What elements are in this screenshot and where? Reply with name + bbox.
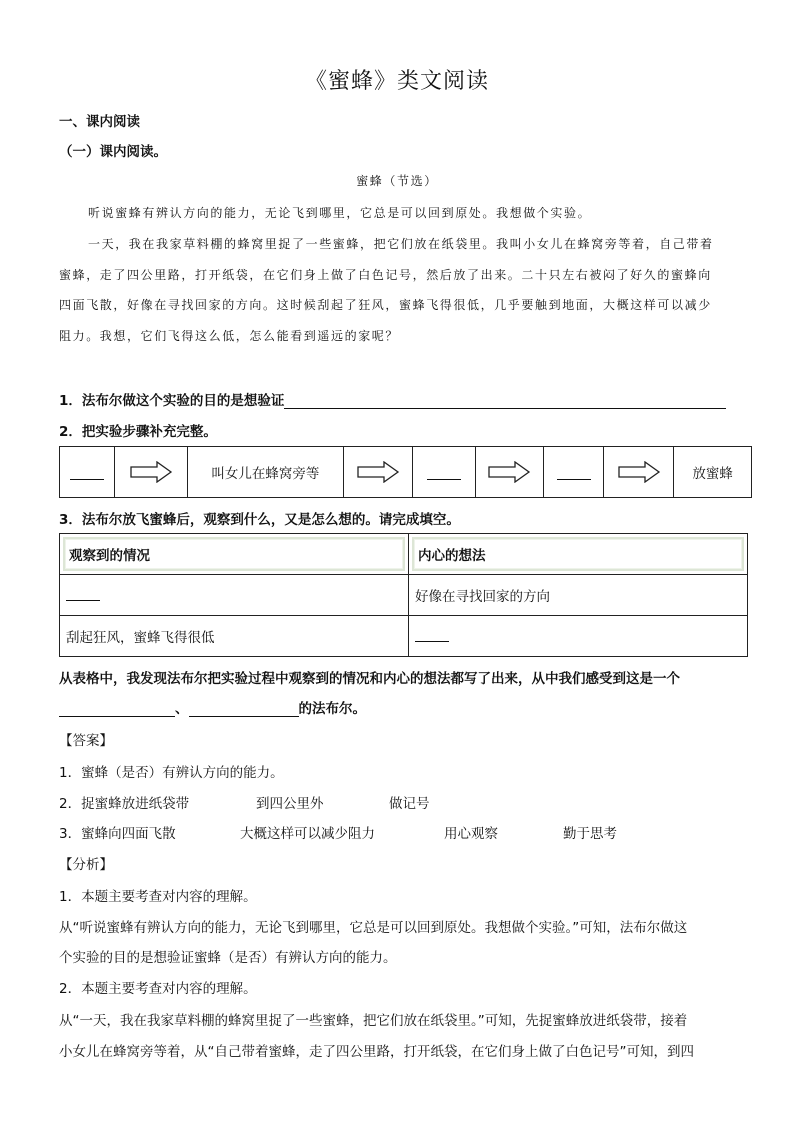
passage-line: 阻力。我想，它们飞得这么低，怎么能看到遥远的家呢？ (59, 329, 400, 343)
step-cell (188, 447, 345, 497)
answer-blank[interactable] (557, 465, 591, 480)
header-observed: 观察到的情况 (63, 537, 405, 571)
analysis-line: 个实验的目的是想验证蜜蜂（是否）有辨认方向的能力。 (59, 950, 397, 966)
table-row (60, 616, 748, 657)
passage-heading: 蜜蜂（节选） (356, 174, 438, 188)
conclusion-line: 从表格中，我发现法布尔把实验过程中观察到的情况和内心的想法都写了出来，从中我们感受到这是一个 (59, 671, 680, 687)
header-thoughts: 内心的想法 (412, 537, 744, 571)
step-cell (674, 447, 751, 497)
section-heading: 一、课内阅读 (59, 114, 140, 130)
answer-blank[interactable] (284, 394, 726, 409)
analysis-2-title: 2．本题主要考查对内容的理解。 (59, 981, 257, 997)
answer-2-part: 到四公里外 (256, 796, 324, 812)
table-cell: 刮起狂风，蜜蜂飞得很低 (60, 616, 409, 657)
answer-label: 【答案】 (59, 733, 113, 749)
answer-2-part: 做记号 (389, 796, 430, 812)
table-header-row (60, 534, 748, 575)
table-row (60, 575, 748, 616)
answer-3-part: 3．蜜蜂向四面飞散 (59, 826, 176, 842)
table-cell[interactable] (60, 575, 409, 616)
separator: 、 (175, 701, 189, 717)
question-3: 3．法布尔放飞蜜蜂后，观察到什么，又是怎么想的。请完成填空。 (59, 512, 460, 528)
answer-blank[interactable] (66, 586, 100, 601)
table-cell: 好像在寻找回家的方向 (409, 575, 748, 616)
answer-blank[interactable] (59, 702, 175, 717)
question-1-text: 1．法布尔做这个实验的目的是想验证 (59, 393, 285, 409)
table-cell[interactable] (409, 616, 748, 657)
right-arrow-icon (604, 447, 674, 497)
answer-blank[interactable] (427, 465, 461, 480)
table-header-cell (409, 534, 748, 575)
step-blank-cell[interactable] (544, 447, 605, 497)
steps-table (59, 446, 752, 498)
passage-line: 蜜蜂，走了四公里路，打开纸袋，在它们身上做了白色记号，然后放了出来。二十只左右被闷了好久的蜜蜂向 (59, 268, 712, 282)
analysis-line: 从“一天，我在我家草料棚的蜂窝里捉了一些蜜蜂，把它们放在纸袋里。”可知，先捉蜜蜂放进纸袋带，接着 (59, 1013, 688, 1029)
answer-2-part: 2．捉蜜蜂放进纸袋带 (59, 796, 190, 812)
answer-blank[interactable] (189, 702, 299, 717)
answer-blank[interactable] (70, 465, 104, 480)
analysis-line: 小女儿在蜂窝旁等着，从“自己带着蜜蜂，走了四公里路，打开纸袋，在它们身上做了白色记号”可知，到四 (59, 1044, 694, 1060)
answer-3-part: 大概这样可以减少阻力 (240, 826, 375, 842)
step-text: 叫女儿在蜂窝旁等 (211, 466, 320, 482)
right-arrow-icon (476, 447, 544, 497)
step-blank-cell[interactable] (60, 447, 115, 497)
passage-line: 听说蜜蜂有辨认方向的能力，无论飞到哪里，它总是可以回到原处。我想做个实验。 (88, 206, 592, 220)
answer-blank[interactable] (415, 627, 449, 642)
answer-3-part: 勤于思考 (563, 826, 617, 842)
answer-3-part: 用心观察 (444, 826, 498, 842)
step-blank-cell[interactable] (413, 447, 476, 497)
observation-table (59, 533, 748, 657)
page-title: 《蜜蜂》类文阅读 (304, 69, 489, 94)
analysis-label: 【分析】 (59, 857, 113, 873)
conclusion-blanks (59, 697, 366, 717)
passage-line: 一天，我在我家草料棚的蜂窝里捉了一些蜜蜂，把它们放在纸袋里。我叫小女儿在蜂窝旁等着，自己带着 (88, 237, 714, 251)
right-arrow-icon (344, 447, 413, 497)
analysis-line: 从“听说蜜蜂有辨认方向的能力，无论飞到哪里，它总是可以回到原处。我想做个实验。”可知，法布尔做这 (59, 920, 688, 936)
answer-1: 1．蜜蜂（是否）有辨认方向的能力。 (59, 765, 284, 781)
question-2: 2．把实验步骤补充完整。 (59, 424, 217, 440)
question-1 (59, 389, 726, 409)
analysis-1-title: 1．本题主要考查对内容的理解。 (59, 889, 257, 905)
conclusion-tail: 的法布尔。 (298, 701, 366, 717)
subsection-heading: （一）课内阅读。 (59, 144, 167, 160)
table-header-cell (60, 534, 409, 575)
step-text: 放蜜蜂 (692, 466, 733, 482)
passage-line: 四面飞散，好像在寻找回家的方向。这时候刮起了狂风，蜜蜂飞得很低，几乎要触到地面，大概这样可以减少 (59, 298, 712, 312)
right-arrow-icon (115, 447, 188, 497)
